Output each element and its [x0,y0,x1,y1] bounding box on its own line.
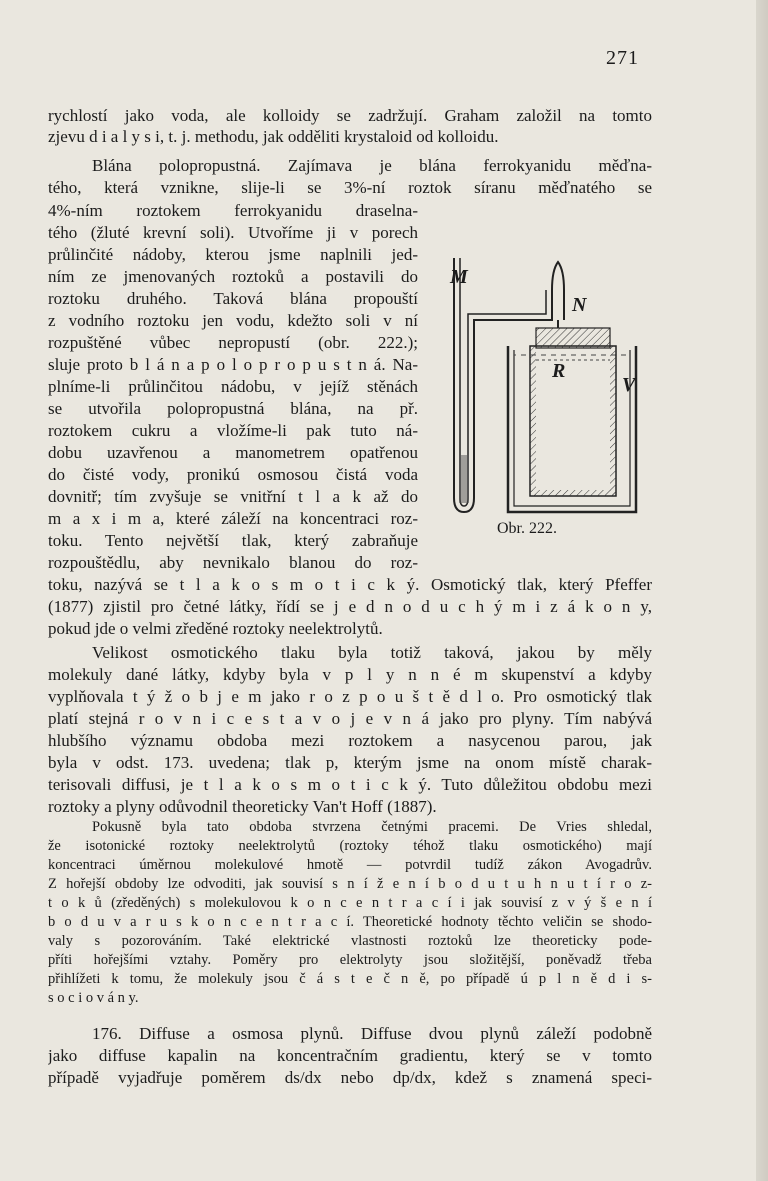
note-line: t o k ů (zředěných) s molekulovou k o n c e n t r a c í i jak souvisí z v ý š e n í [48,895,652,911]
osmosis-apparatus-drawing [440,250,650,540]
body-line: toku, nazývá se t l a k o s m o t i c k ý. Osmotický tlak, který Pfeffer [48,575,652,594]
body-line: se utvořila polopropustná blána, na př. [48,399,418,418]
body-line: molekuly dané látky, kdyby byla v p l y n n é m skupenství a kdyby [48,665,652,684]
body-line: roztoky a plyny odůvodnil theoreticky Van't Hoff (1887). [48,797,437,816]
body-line: zjevu d i a l y s i, t. j. methodu, jak odděliti krystaloid od kolloidu. [48,127,499,146]
label-n: N [572,294,587,316]
body-line: rozpouštědlu, aby nevnikalo blanou do roz- [48,553,418,572]
note-line: že isotonické roztoky neelektrolytů (roztoky téhož tlaku osmotického) mají [48,838,652,854]
body-line: pokud jde o velmi zředěné roztoky neelektrolytů. [48,619,383,638]
label-m: M [450,266,468,288]
note-line: koncentraci úměrnou molekulové hmotě — potvrdil tudíž zákon Avogadrův. [48,857,652,873]
body-line: do čisté vody, pronikú osmosou čistá voda [48,465,418,484]
body-line: Velikost osmotického tlaku byla totiž taková, jakou by měly [92,643,652,662]
body-line: rozpuštěné vůbec nepropustí (obr. 222.); [48,333,418,352]
body-line: plníme-li průlinčitou nádobu, v jejíž stěnách [48,377,418,396]
body-line: hlubšího významu obdoba mezi roztokem a nasycenou parou, jak [48,731,652,750]
note-line: valy s pozorováním. Také elektrické vlastnosti roztoků lze theoreticky pode- [48,933,652,949]
body-line: dobu uzavřenou a manometrem opatřenou [48,443,418,462]
body-line: průlinčité nádoby, kterou jsme naplnili jed- [48,245,418,264]
label-r: R [552,360,566,382]
body-line: terisovali diffusi, je t l a k o s m o t i c k ý. Tuto důležitou obdobu mezi [48,775,652,794]
figure-caption: Obr. 222. [497,520,557,537]
body-line: dovnitř; tím zvyšuje se vnitřní t l a k až do [48,487,418,506]
section-line: 176. Diffuse a osmosa plynů. Diffuse dvou plynů záleží podobně [92,1024,652,1043]
label-v: V [622,374,636,396]
note-line: přihlížeti k tomu, že molekuly jsou č á s t e č n ě, po případě ú p l n ě d i s- [48,971,652,987]
note-line: příti hořejšími vztahy. Poměry pro elektrolyty jsou složitější, poněvadž třeba [48,952,652,968]
body-line: 4%-ním roztokem ferrokyanidu draselna- [48,201,418,220]
note-line: s o c i o v á n y. [48,990,139,1006]
note-line: Pokusně byla tato obdoba stvrzena četnými pracemi. De Vries shledal, [92,819,652,835]
page-number: 271 [606,47,639,69]
body-line: (1877) zjistil pro četné látky, řídí se j e d n o d u c h ý m i z á k o n y, [48,597,652,616]
body-line: Blána polopropustná. Zajímava je blána ferrokyanidu měďna- [92,156,652,175]
body-line: byla v odst. 173. uvedena; tlak p, kterým jsme na onom místě charak- [48,753,652,772]
body-line: sluje proto b l á n a p o l o p r o p u s t n á. Na- [48,355,418,374]
body-line: m a x i m a, které záleží na koncentraci roz- [48,509,418,528]
osmosis-apparatus-figure [440,250,650,540]
body-line: tého, která vznikne, slije-li se 3%-ní roztok síranu měďnatého se [48,178,652,197]
section-line: případě vyjadřuje poměrem ds/dx nebo dp/dx, kdež s znamená speci- [48,1068,652,1087]
section-line: jako diffuse kapalin na koncentračním gradientu, který se v tomto [48,1046,652,1065]
body-line: roztokem cukru a vložíme-li pak tuto ná- [48,421,418,440]
body-line: rychlostí jako voda, ale kolloidy se zadržují. Graham založil na tomto [48,106,652,125]
body-line: roztoku druhého. Taková blána propouští [48,289,418,308]
body-line: tého (žluté krevní soli). Utvoříme ji v porech [48,223,418,242]
body-line: toku. Tento největší tlak, který zabraňuje [48,531,418,550]
note-line: Z hořejší obdoby lze odvoditi, jak souvisí s n í ž e n í b o d u t u h n u t í r o z- [48,876,652,892]
body-line: z vodního roztoku jen vodu, kdežto soli v ní [48,311,418,330]
note-line: b o d u v a r u s k o n c e n t r a c í. Theoretické hodnoty těchto veličin se shodo- [48,914,652,930]
body-line: vyplňovala t ý ž o b j e m jako r o z p o u š t ě d l o. Pro osmotický tlak [48,687,652,706]
body-line: ním ze jmenovaných roztoků a postavili do [48,267,418,286]
page-edge [756,0,768,1181]
body-line: platí stejná r o v n i c e s t a v o j e v n á jako pro plyny. Tím nabývá [48,709,652,728]
